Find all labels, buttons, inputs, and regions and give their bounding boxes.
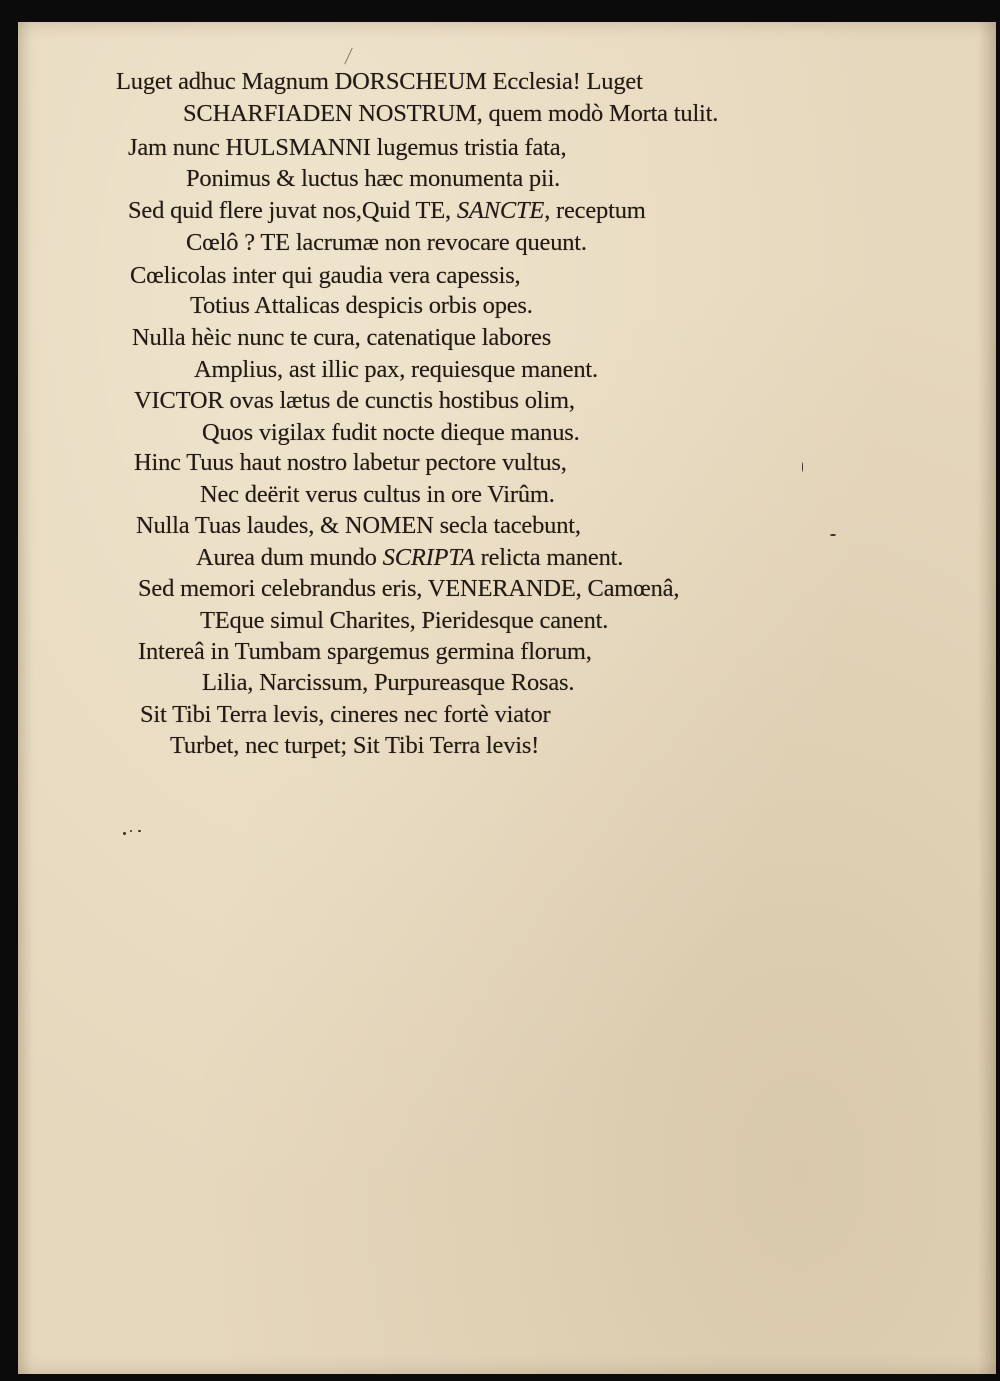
verse-line-12: Quos vigilax fudit nocte dieque manus. [202, 419, 580, 446]
verse-line-19: Intereâ in Tumbam spargemus germina florum, [138, 638, 592, 665]
verse-line-8: Totius Attalicas despicis orbis opes. [190, 292, 533, 319]
verse-line-15: Nulla Tuas laudes, & NOMEN secla tacebunt, [136, 512, 581, 539]
verse-line-11: VICTOR ovas lætus de cunctis hostibus olim, [134, 387, 575, 414]
verse-line-5: Sed quid flere juvat nos,Quid TE, SANCTE, receptum [128, 197, 646, 224]
italic-word: SANCTE [456, 197, 545, 224]
verse-line-21: Sit Tibi Terra levis, cineres nec fortè viator [140, 701, 551, 728]
verse-line-4: Ponimus & luctus hæc monumenta pii. [186, 165, 561, 192]
verse-line-17: Sed memori celebrandus eris, VENERANDE, Camœnâ, [138, 575, 680, 602]
book-page [18, 22, 996, 1374]
verse-line-22: Turbet, nec turpet; Sit Tibi Terra levis! [170, 732, 540, 759]
verse-line-6: Cœlô ? TE lacrumæ non revocare queunt. [186, 229, 587, 256]
italic-word: SCRIPTA [382, 544, 475, 571]
verse-line-2: SCHARFIADEN NOSTRUM, quem modò Morta tulit. [183, 100, 719, 127]
verse-line-16: Aurea dum mundo SCRIPTA relicta manent. [196, 544, 624, 571]
verse-line-13: Hinc Tuus haut nostro labetur pectore vultus, [134, 449, 567, 476]
verse-line-20: Lilia, Narcissum, Purpureasque Rosas. [202, 669, 575, 696]
poem-text [18, 22, 996, 1374]
verse-line-18: TEque simul Charites, Pieridesque canent. [200, 607, 609, 634]
verse-line-14: Nec deërit verus cultus in ore Virûm. [200, 481, 555, 508]
verse-line-3: Jam nunc HULSMANNI lugemus tristia fata, [128, 134, 567, 161]
verse-line-10: Amplius, ast illic pax, requiesque manent. [194, 356, 598, 383]
verse-line-7: Cœlicolas inter qui gaudia vera capessis, [130, 262, 521, 289]
verse-line-9: Nulla hèic nunc te cura, catenatique labores [132, 324, 552, 351]
verse-line-1: Luget adhuc Magnum DORSCHEUM Ecclesia! Luget [116, 68, 643, 95]
